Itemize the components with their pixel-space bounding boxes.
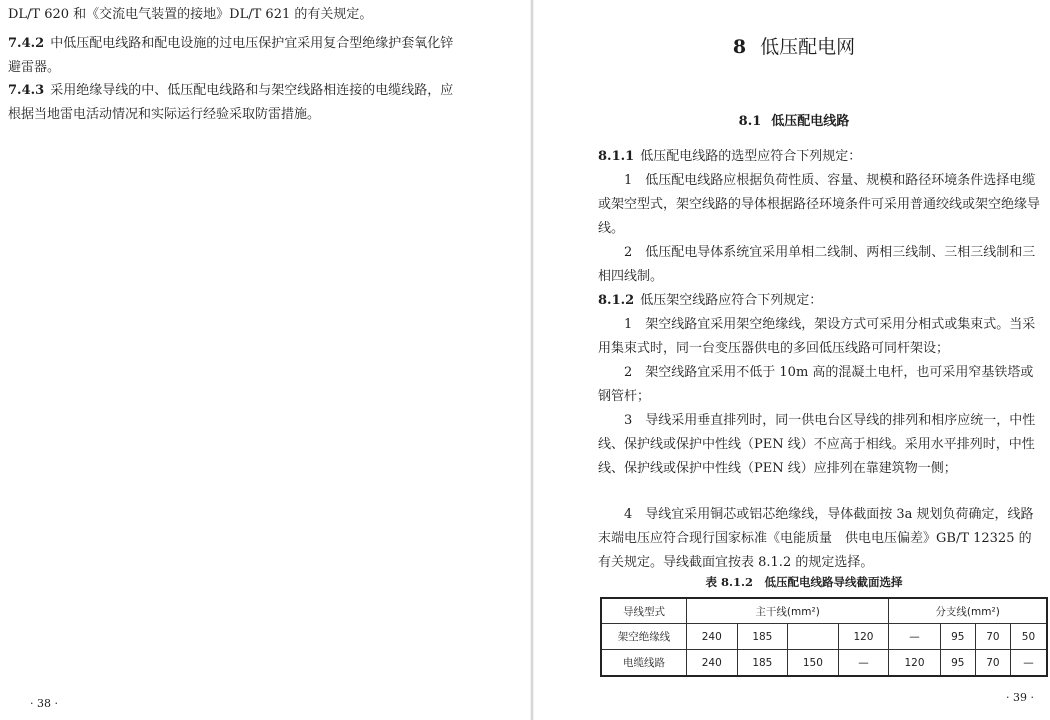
- row-label: 架空绝缘线: [601, 624, 687, 650]
- table-cell: 70: [975, 650, 1010, 677]
- page-number: · 39 ·: [1006, 691, 1034, 704]
- clause-7-4-3: [8, 79, 456, 127]
- clause-text: 低压架空线路应符合下列规定：: [640, 293, 823, 308]
- conductor-section-table: [600, 597, 1048, 677]
- clause-7-4-2: [8, 32, 456, 80]
- table-row: [601, 624, 1047, 650]
- table-cell: 240: [687, 650, 738, 677]
- chapter-heading: [538, 32, 1050, 59]
- book-spine: [530, 0, 534, 720]
- item-8-1-2-3: 3 导线采用垂直排列时，同一供电台区导线的排列和相序应统一，中性线、保护线或保护中性线（PEN 线）不应高于相线。采用水平排列时，中性线、保护线或保护中性线（PEN 线）应排列在靠建筑物一侧；: [598, 413, 1036, 476]
- table-cell: 120: [889, 650, 940, 677]
- table-cell: 70: [975, 624, 1010, 650]
- item-8-1-1-1: 1 低压配电线路应根据负荷性质、容量、规模和路径环境条件选择电缆或架空型式，架空线路的导体根据路径环境条件可采用普通绞线或架空绝缘导线。: [598, 173, 1041, 236]
- table-cell: [788, 624, 839, 650]
- page-number: · 38 ·: [30, 697, 58, 710]
- table-cell: 50: [1010, 624, 1047, 650]
- clause-8-1-1: [598, 145, 1043, 169]
- clause-number: 7.4.2: [8, 36, 45, 51]
- table-cell: —: [1010, 650, 1047, 677]
- table-cell: —: [889, 624, 940, 650]
- item-8-1-1-2: 2 低压配电导体系统宜采用单相二线制、两相三线制、三相三线制和三相四线制。: [598, 245, 1036, 284]
- section-number: 8.1: [738, 114, 762, 129]
- clause-text: 低压配电线路的选型应符合下列规定：: [640, 149, 862, 164]
- header-main-line: 主干线(mm²): [687, 598, 889, 624]
- table-cell: —: [838, 650, 889, 677]
- clause-number: 7.4.3: [8, 83, 45, 98]
- table-cell: 185: [737, 650, 788, 677]
- section-heading: [538, 110, 1050, 129]
- table-cell: 240: [687, 624, 738, 650]
- clause-text: 中低压配电线路和配电设施的过电压保护宜采用复合型绝缘护套氧化锌避雷器。: [8, 36, 454, 75]
- table-cell: 95: [940, 650, 975, 677]
- item-8-1-2-1: 1 架空线路宜采用架空绝缘线，架设方式可采用分相式或集束式。当采用集束式时，同一台变压器供电的多回低压线路可同杆架设；: [598, 317, 1036, 356]
- item-8-1-2-2: 2 架空线路宜采用不低于 10m 高的混凝土电杆，也可采用窄基铁塔或钢管杆；: [598, 365, 1034, 404]
- section-title: 低压配电线路: [771, 114, 850, 129]
- table-row: [601, 650, 1047, 677]
- table-caption: 表 8.1.2 低压配电线路导线截面选择: [705, 575, 903, 589]
- clause-number: 8.1.1: [598, 149, 635, 164]
- row-label: 电缆线路: [601, 650, 687, 677]
- item-8-1-2-4: 4 导线宜采用铜芯或铝芯绝缘线，导体截面按 3a 规划负荷确定，线路末端电压应符合现行国家标准《电能质量 供电电压偏差》GB/T 12325 的有关规定。导线截面宜按表 8.1.2 的规定选择。: [598, 507, 1034, 570]
- clause-8-1-2: [598, 289, 1043, 313]
- clause-number: 8.1.2: [598, 293, 635, 308]
- table-header-row: [601, 598, 1047, 624]
- header-branch-line: 分支线(mm²): [889, 598, 1047, 624]
- table-cell: 120: [838, 624, 889, 650]
- header-type: 导线型式: [601, 598, 687, 624]
- continued-line: DL/T 620 和《交流电气装置的接地》DL/T 621 的有关规定。: [8, 7, 373, 22]
- table-cell: 150: [788, 650, 839, 677]
- right-page: [538, 0, 1050, 720]
- table-cell: 95: [940, 624, 975, 650]
- table-cell: 185: [737, 624, 788, 650]
- chapter-number: 8: [732, 36, 747, 58]
- clause-text: 采用绝缘导线的中、低压配电线路和与架空线路相连接的电缆线路，应根据当地雷电活动情况和实际运行经验采取防雷措施。: [8, 83, 454, 122]
- chapter-title: 低压配电网: [760, 36, 856, 58]
